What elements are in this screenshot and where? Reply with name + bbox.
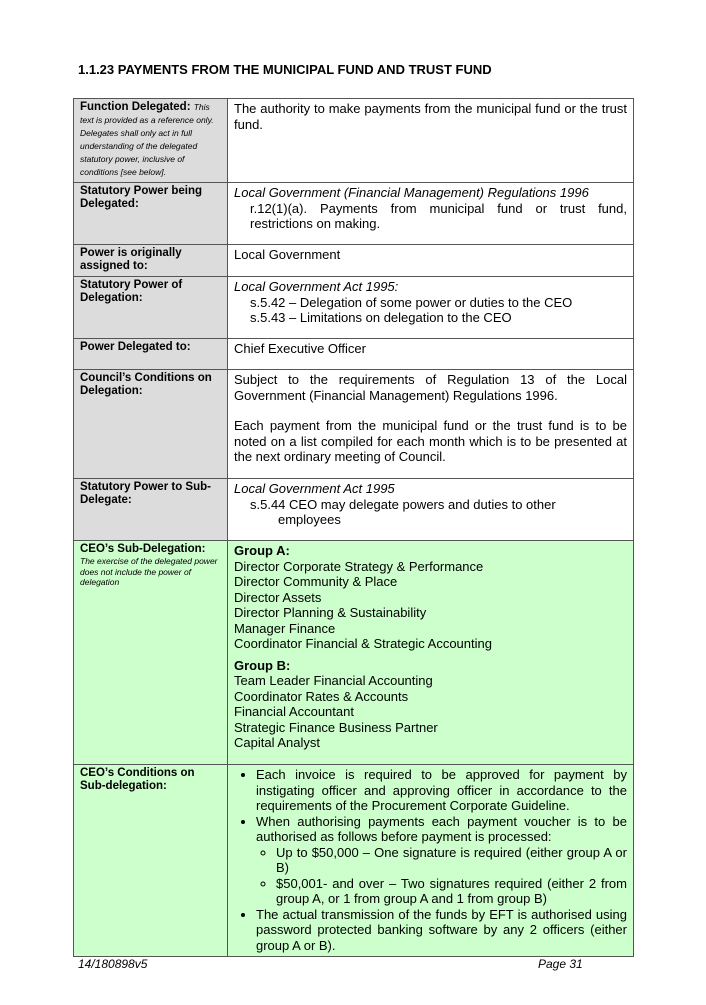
signature-rule	[276, 876, 627, 907]
label-cell	[74, 541, 228, 765]
row-label: Power is originally assigned to:	[80, 247, 182, 272]
list-item: Coordinator Rates & Accounts	[234, 688, 409, 704]
reference-note: The exercise of the delegated power does not include the power of delegation	[80, 556, 218, 587]
conditions-list	[234, 767, 627, 953]
row-label: CEO’s Conditions on Sub-delegation:	[80, 767, 195, 792]
row-council-conditions	[74, 370, 634, 479]
delegation-table	[73, 98, 634, 957]
condition-text: When authorising payments each payment voucher is to be authorised as follows before payment is processed:	[256, 813, 627, 844]
list-item: Coordinator Financial & Strategic Accounting	[234, 636, 492, 651]
section-item: s.5.44 CEO may delegate powers and duties to other	[250, 496, 556, 512]
condition-bullet	[256, 814, 627, 907]
label-cell	[74, 339, 228, 370]
row-label: Council’s Conditions on Delegation:	[80, 372, 212, 397]
page-number: Page 31	[538, 957, 583, 971]
label-cell	[74, 245, 228, 277]
row-label: Statutory Power being Delegated:	[80, 185, 203, 210]
list-item: Director Assets	[234, 589, 322, 605]
label-cell	[74, 370, 228, 479]
signature-rule	[276, 845, 627, 876]
row-originally-assigned	[74, 245, 634, 277]
label-cell	[74, 479, 228, 541]
list-item: Capital Analyst	[234, 735, 320, 750]
label-cell	[74, 277, 228, 339]
act-name: Local Government Act 1995	[234, 481, 395, 496]
paragraph-spacer	[234, 403, 627, 418]
list-item: Manager Finance	[234, 620, 336, 636]
list-item: Strategic Finance Business Partner	[234, 719, 438, 735]
regulation-item: r.12(1)(a). Payments from municipal fund or trust fund, restrictions on making.	[250, 200, 627, 231]
rule-text: Up to $50,000 – One signature is required (either group A or B)	[276, 844, 627, 875]
value-cell	[228, 370, 634, 479]
value-cell	[228, 99, 634, 183]
condition-bullet	[256, 907, 627, 954]
group-b-title: Group B:	[234, 657, 291, 673]
row-function-delegated	[74, 99, 634, 183]
delegate-text: Chief Executive Officer	[234, 341, 366, 356]
row-power-of-delegation	[74, 277, 634, 339]
condition-text: The actual transmission of the funds by EFT is authorised using password protected banking software by any 2 officers (either group A or B).	[256, 906, 627, 953]
row-label: Function Delegated:	[80, 101, 191, 113]
value-cell	[228, 765, 634, 957]
condition-bullet	[256, 767, 627, 814]
row-ceo-conditions	[74, 765, 634, 957]
label-cell	[74, 99, 228, 183]
condition-paragraph: Each payment from the municipal fund or the trust fund is to be noted on a list compiled for each month which is to be presented at the next ordinary meeting of Council.	[234, 418, 627, 464]
rule-text: $50,001- and over – Two signatures required (either 2 from group A, or 1 from group A and 1 from group B)	[276, 875, 627, 906]
document-reference: 14/180898v5	[78, 957, 148, 971]
row-statutory-power	[74, 183, 634, 245]
row-ceo-sub-delegation	[74, 541, 634, 765]
label-cell	[74, 183, 228, 245]
value-cell	[228, 245, 634, 277]
act-name: Local Government Act 1995:	[234, 279, 399, 294]
section-heading: 1.1.23 PAYMENTS FROM THE MUNICIPAL FUND AND TRUST FUND	[78, 62, 492, 77]
row-label: Statutory Power to Sub-Delegate:	[80, 481, 211, 506]
label-cell	[74, 765, 228, 957]
act-name: Local Government (Financial Management) Regulations 1996	[234, 185, 589, 200]
section-item: s.5.43 – Limitations on delegation to the CEO	[250, 310, 512, 325]
list-item: Director Community & Place	[234, 574, 398, 589]
row-label: Statutory Power of Delegation:	[80, 279, 183, 304]
group-a-title: Group A:	[234, 543, 290, 558]
list-item: Team Leader Financial Accounting	[234, 673, 433, 688]
value-cell	[228, 541, 634, 765]
value-cell	[228, 339, 634, 370]
row-sub-delegate-power	[74, 479, 634, 541]
row-label: CEO’s Sub-Delegation:	[80, 543, 206, 555]
condition-paragraph: Subject to the requirements of Regulation 13 of the Local Government (Financial Management) Regulations 1996.	[234, 372, 627, 403]
list-item: Financial Accountant	[234, 704, 354, 719]
assigned-to-text: Local Government	[234, 247, 341, 262]
function-text: The authority to make payments from the municipal fund or the trust fund.	[234, 101, 627, 132]
value-cell	[228, 479, 634, 541]
row-delegated-to	[74, 339, 634, 370]
row-label: Power Delegated to:	[80, 341, 191, 353]
reference-note: This text is provided as a reference only. Delegates shall only act in full understanding of the delegated statutory power, inclusive of conditions [see below].	[80, 102, 214, 177]
section-item-continued: employees	[278, 512, 341, 527]
value-cell	[228, 277, 634, 339]
condition-text: Each invoice is required to be approved for payment by instigating officer and approving officer in accordance to the requirements of the Procurement Corporate Guideline.	[256, 767, 627, 813]
list-item: Director Corporate Strategy & Performance	[234, 558, 484, 574]
value-cell	[228, 183, 634, 245]
section-item: s.5.42 – Delegation of some power or duties to the CEO	[250, 294, 573, 310]
signature-rules-list	[256, 845, 627, 907]
list-item: Director Planning & Sustainability	[234, 605, 427, 620]
